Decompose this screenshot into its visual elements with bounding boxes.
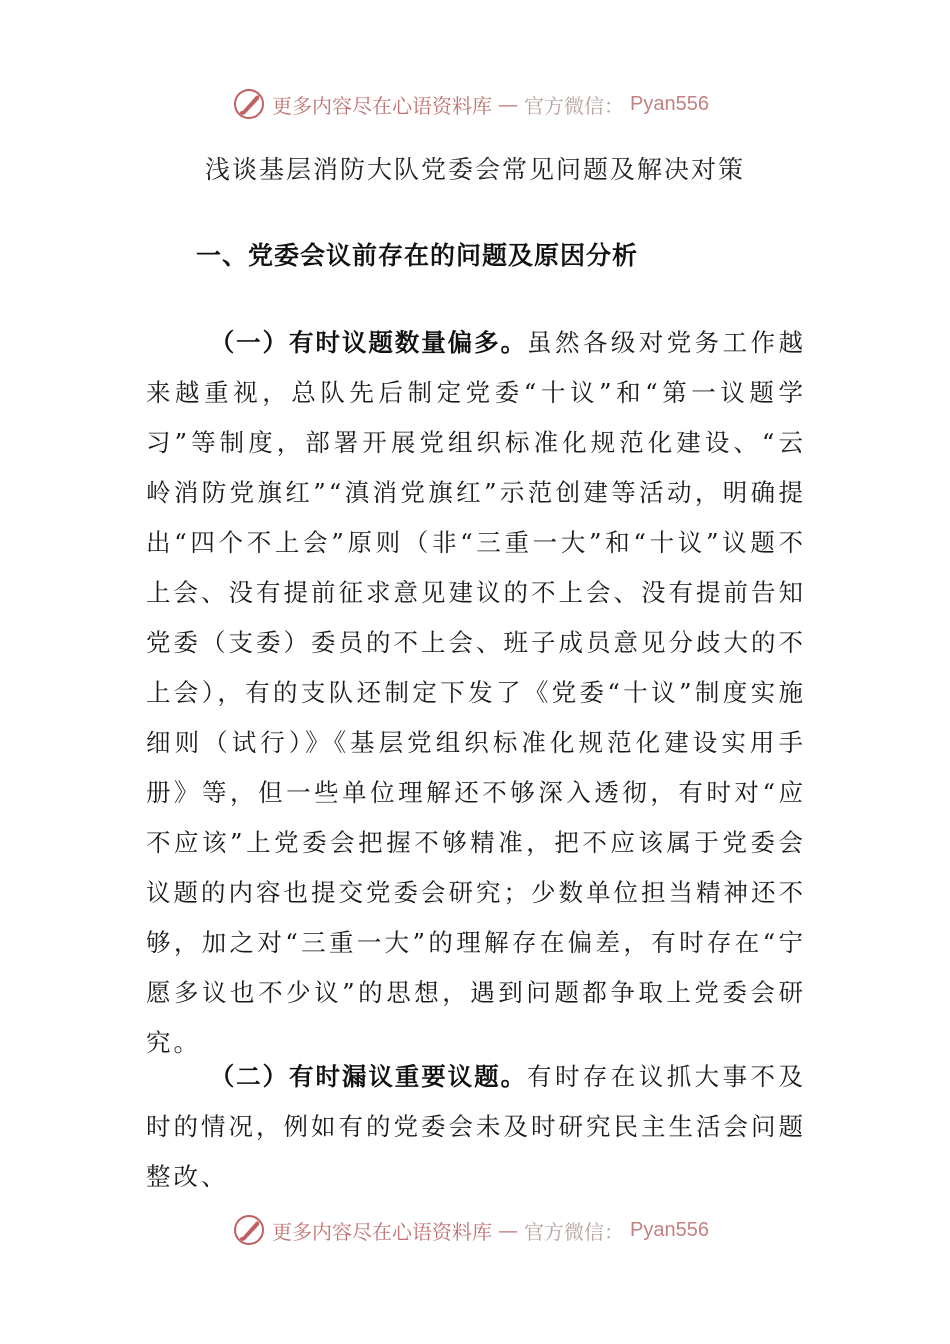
watermark-wechat-id: Pyan556 [630, 1218, 709, 1241]
paragraph-1-lead: （一）有时议题数量偏多。 [209, 328, 528, 357]
paragraph-1 [146, 318, 806, 1068]
watermark-dash: — [498, 1218, 518, 1242]
paragraph-2-text: 有时存在议抓大事不及时的情况，例如有的党委会未及时研究民主生活会问题整改、 [146, 1062, 807, 1191]
paragraph-1-text: 虽然各级对党务工作越来越重视，总队先后制定党委“十议”和“第一议题学习”等制度，部署开展党组织标准化规范化建设、“云岭消防党旗红”“滇消党旗红”示范创建等活动，明确提出“四个不上会”原则（非“三重一大”和“十议”议题不上会、没有提前征求意见建议的不上会、没有提前告知党委（支委）委员的不上会、班子成员意见分歧大的不上会），有的支队还制定下发了《党委“十议”制度实施细则（试行）》《基层党组织标准化规范化建设实用手册》等，但一些单位理解还不够深入透彻，有时对“应不应该”上党委会把握不够精准，把不应该属于党委会议题的内容也提交党委会研究；少数单位担当精神还不够，加之对“三重一大”的理解存在偏差，有时存在“宁愿多议也不少议”的思想，遇到问题都争取上党委会研究。 [146, 328, 807, 1057]
quill-pen-logo-icon [232, 1213, 266, 1247]
paragraph-2-lead: （二）有时漏议重要议题。 [209, 1062, 528, 1091]
watermark-label: 官方微信： [524, 93, 624, 118]
footer-watermark [232, 1210, 709, 1250]
watermark-wechat-id: Pyan556 [630, 92, 709, 115]
watermark-site-text: 更多内容尽在心语资料库 [272, 1219, 492, 1244]
document-title: 浅谈基层消防大队党委会常见问题及解决对策 [204, 155, 745, 184]
quill-pen-logo-icon [232, 87, 266, 121]
section-heading: 一、党委会议前存在的问题及原因分析 [196, 241, 639, 270]
header-watermark [232, 84, 709, 124]
watermark-site-text: 更多内容尽在心语资料库 [272, 93, 492, 118]
paragraph-2 [146, 1052, 806, 1202]
watermark-label: 官方微信： [524, 1219, 624, 1244]
watermark-dash: — [498, 92, 518, 116]
